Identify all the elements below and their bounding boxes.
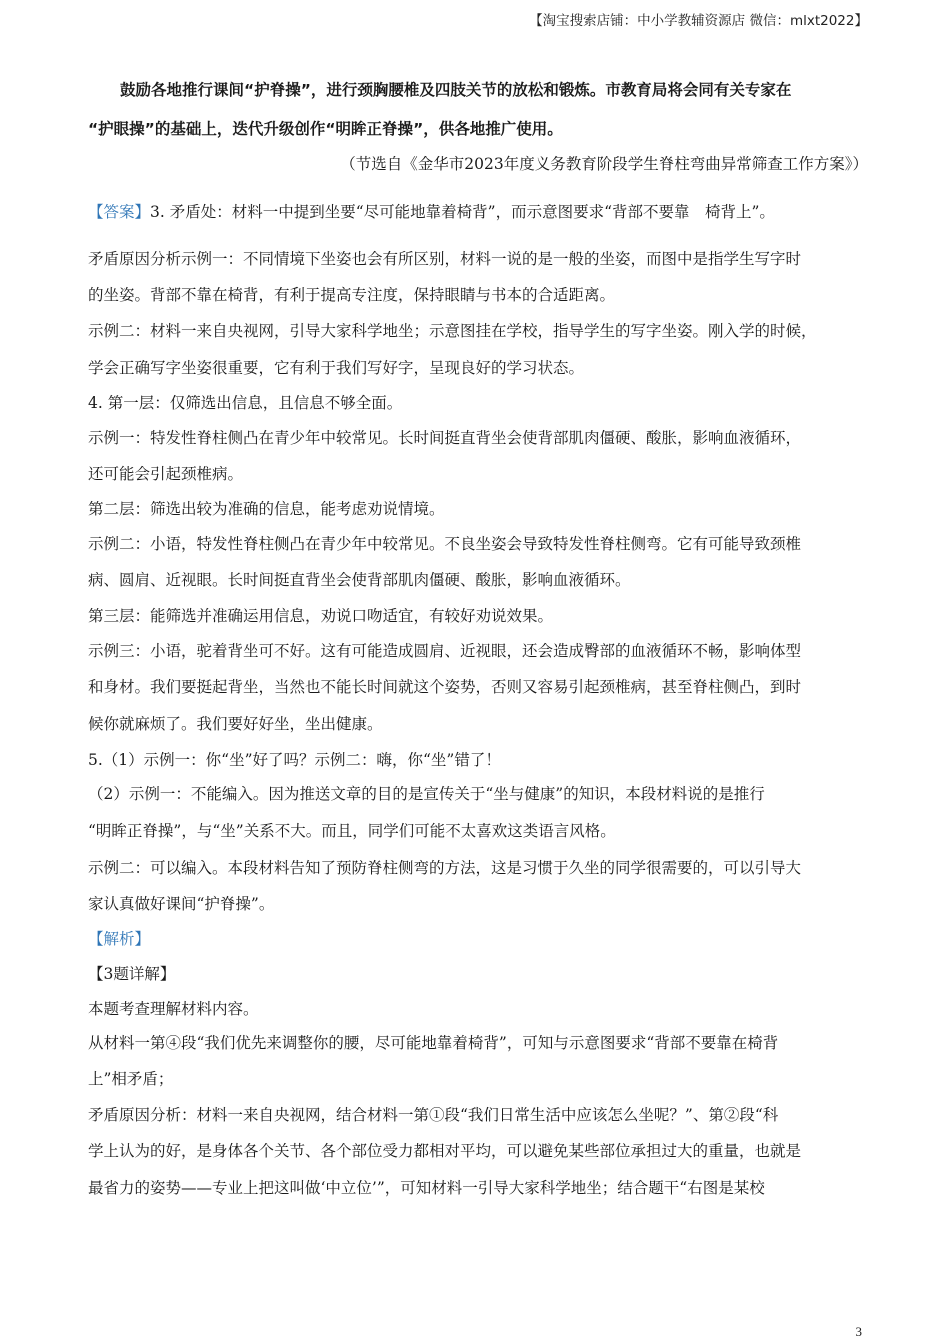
answer-line-16: 5.（1）示例一：你“坐”好了吗？示例二：嗨，你“坐”错了！ [88, 751, 501, 769]
answer-line-17: （2）示例一：不能编入。因为推送文章的目的是宣传关于“坐与健康”的知识，本段材料说的是推行 [88, 785, 765, 803]
material-line-2: “护眼操”的基础上，迭代升级创作“明眸正脊操”，供各地推广使用。 [88, 120, 563, 138]
material-source: （节选自《金华市2023年度义务教育阶段学生脊柱弯曲异常筛查工作方案》） [340, 155, 868, 173]
analysis-line-2: 从材料一第④段“我们优先来调整你的腰，尽可能地靠着椅背”，可知与示意图要求“背部不要靠在椅背 [88, 1034, 779, 1052]
answer-line-6: 4. 第一层：仅筛选出信息，且信息不够全面。 [88, 394, 403, 412]
answer-line-12: 第三层：能筛选并准确运用信息，劝说口吻适宜，有较好劝说效果。 [88, 607, 554, 625]
analysis-line-3: 上”相矛盾； [88, 1070, 174, 1088]
material-line-1: 鼓励各地推行课间“护脊操”，进行颈胸腰椎及四肢关节的放松和锻炼。市教育局将会同有关专家在 [120, 81, 792, 99]
analysis-line-1: 本题考查理解材料内容。 [88, 1000, 259, 1018]
answer-line-5: 学会正确写字坐姿很重要，它有利于我们写好字，呈现良好的学习状态。 [88, 359, 585, 377]
answer-line-18: “明眸正脊操”，与“坐”关系不大。而且，同学们可能不太喜欢这类语言风格。 [88, 822, 616, 840]
answer-line-9: 第二层：筛选出较为准确的信息，能考虑劝说情境。 [88, 500, 445, 518]
answer-line-20: 家认真做好课间“护脊操”。 [88, 895, 275, 913]
answer-line-4: 示例二：材料一来自央视网，引导大家科学地坐；示意图挂在学校，指导学生的写字坐姿。刚入学的时候， [88, 322, 817, 340]
answer-line-14: 和身材。我们要挺起背坐，当然也不能长时间就这个姿势，否则又容易引起颈椎病，甚至脊柱侧凸，到时 [88, 678, 802, 696]
answer-line-3: 的坐姿。背部不靠在椅背，有利于提高专注度，保持眼睛与书本的合适距离。 [88, 286, 616, 304]
answer-line-1 [88, 203, 775, 221]
answer-line-13: 示例三：小语，驼着背坐可不好。这有可能造成圆肩、近视眼，还会造成臀部的血液循环不畅，影响体型 [88, 642, 802, 660]
answer-line-11: 病、圆肩、近视眼。长时间挺直背坐会使背部肌肉僵硬、酸胀，影响血液循环。 [88, 571, 631, 589]
answer-line-8: 还可能会引起颈椎病。 [88, 465, 244, 483]
answer-line-7: 示例一：特发性脊柱侧凸在青少年中较常见。长时间挺直背坐会使背部肌肉僵硬、酸胀，影响血液循环， [88, 429, 802, 447]
analysis-line-4: 矛盾原因分析：材料一来自央视网，结合材料一第①段“我们日常生活中应该怎么坐呢？”、第②段“科 [88, 1106, 779, 1124]
answer-text: 3. 矛盾处：材料一中提到坐要“尽可能地靠着椅背”，而示意图要求“背部不要靠 椅背上”。 [150, 203, 775, 221]
analysis-subheading: 【3题详解】 [88, 965, 176, 983]
answer-tag: 【答案】 [88, 203, 151, 221]
answer-line-15: 候你就麻烦了。我们要好好坐，坐出健康。 [88, 715, 383, 733]
analysis-line-6: 最省力的姿势——专业上把这叫做‘中立位’”，可知材料一引导大家科学地坐；结合题干“右图是某校 [88, 1179, 765, 1197]
answer-line-10: 示例二：小语，特发性脊柱侧凸在青少年中较常见。不良坐姿会导致特发性脊柱侧弯。它有可能导致颈椎 [88, 535, 802, 553]
answer-line-19: 示例二：可以编入。本段材料告知了预防脊柱侧弯的方法，这是习惯于久坐的同学很需要的，可以引导大 [88, 859, 802, 877]
analysis-line-5: 学上认为的好，是身体各个关节、各个部位受力都相对平均，可以避免某些部位承担过大的重量，也就是 [88, 1142, 802, 1160]
page-header: 【淘宝搜索店铺：中小学教辅资源店 微信：mlxt2022】 [529, 13, 868, 29]
page-number: 3 [855, 1324, 862, 1339]
analysis-tag: 【解析】 [88, 930, 151, 948]
answer-line-2: 矛盾原因分析示例一：不同情境下坐姿也会有所区别，材料一说的是一般的坐姿，而图中是指学生写字时 [88, 250, 802, 268]
